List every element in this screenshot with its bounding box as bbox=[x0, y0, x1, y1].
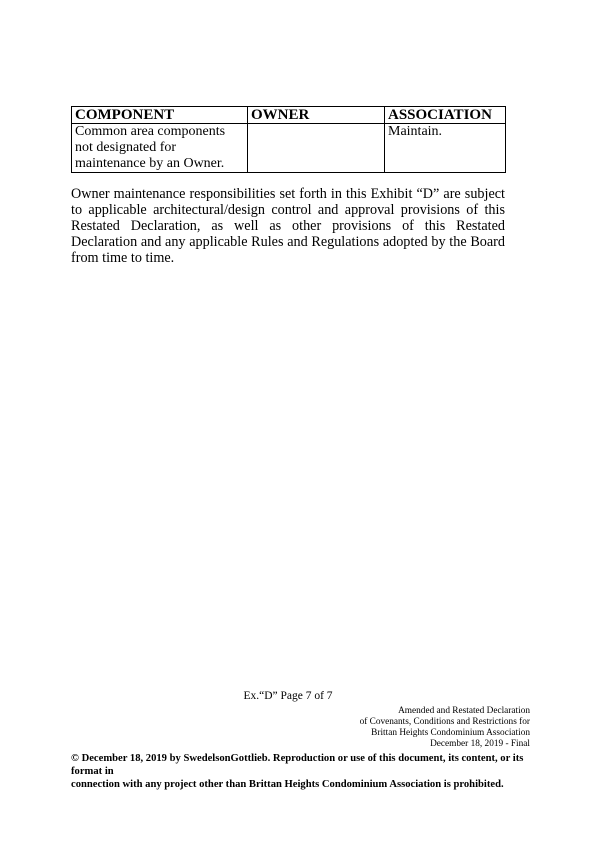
footer-line: Amended and Restated Declaration bbox=[398, 706, 530, 716]
table-header-row bbox=[72, 107, 506, 124]
cell-line: not designated for bbox=[75, 140, 177, 155]
footer-line: of Covenants, Conditions and Restrictions for bbox=[359, 717, 530, 727]
cell-component bbox=[72, 124, 248, 173]
copyright-notice bbox=[71, 752, 531, 791]
column-header-association: ASSOCIATION bbox=[385, 107, 506, 124]
cell-association: Maintain. bbox=[385, 124, 506, 173]
footer-line: Brittan Heights Condominium Association bbox=[371, 728, 530, 738]
cell-owner bbox=[248, 124, 385, 173]
page-number: Ex.“D” Page 7 of 7 bbox=[243, 690, 333, 702]
cell-line: maintenance by an Owner. bbox=[75, 156, 225, 171]
copyright-line: connection with any project other than Brittan Heights Condominium Association is prohibited. bbox=[71, 779, 504, 790]
cell-line: Common area components bbox=[75, 124, 226, 139]
column-header-owner: OWNER bbox=[248, 107, 385, 124]
document-footer-block bbox=[360, 706, 530, 750]
copyright-line: © December 18, 2019 by SwedelsonGottlieb. Reproduction or use of this document, its content, or its format in bbox=[71, 753, 524, 777]
footer-line: December 18, 2019 - Final bbox=[430, 739, 530, 749]
maintenance-table bbox=[71, 106, 506, 173]
table-row bbox=[72, 124, 506, 173]
column-header-component: COMPONENT bbox=[72, 107, 248, 124]
body-paragraph: Owner maintenance responsibilities set forth in this Exhibit “D” are subject to applicable architectural/design control and approval provisions of this Restated Declaration, as well as other provisions of this Restated Declaration and any applicable Rules and Regulations adopted by the Board from time to time. bbox=[71, 186, 505, 266]
